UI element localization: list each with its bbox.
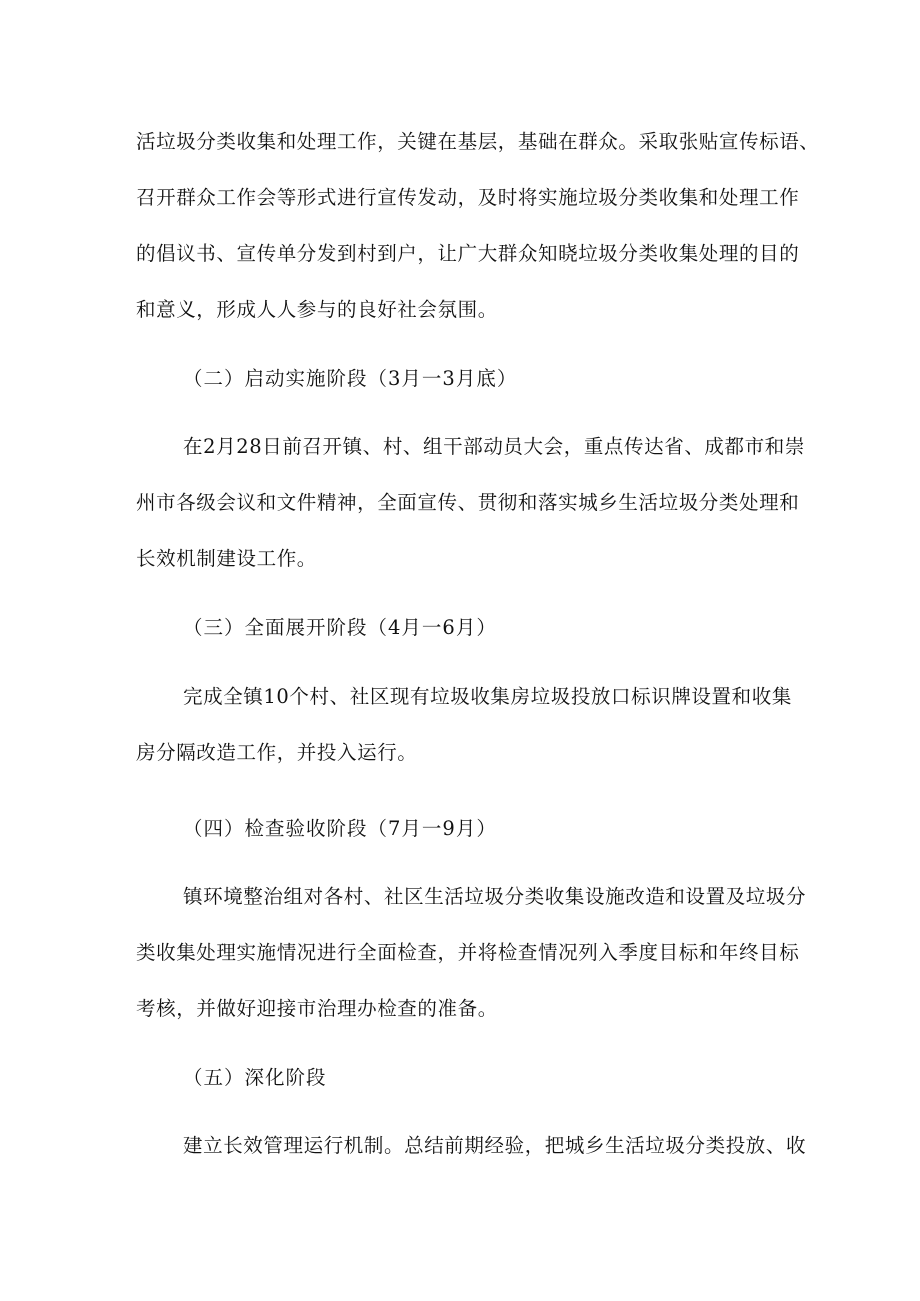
paragraph-line: 活垃圾分类收集和处理工作，关键在基层，基础在群众。采取张贴宣传标语、 (136, 130, 820, 153)
paragraph-line: 和意义，形成人人参与的良好社会氛围。 (136, 298, 498, 321)
section-heading-inspection: （四）检查验收阶段（7月一9月） (183, 817, 497, 840)
section-heading-deepening: （五）深化阶段 (183, 1066, 327, 1089)
paragraph-line: 长效机制建设工作。 (136, 547, 317, 570)
paragraph-line: 州市各级会议和文件精神，全面宣传、贯彻和落实城乡生活垃圾分类处理和 (136, 491, 800, 514)
paragraph-line: 类收集处理实施情况进行全面检查，并将检查情况列入季度目标和年终目标 (136, 941, 800, 964)
section-heading-launch: （二）启动实施阶段（3月一3月底） (183, 367, 518, 390)
paragraph-line: 在2月28日前召开镇、村、组干部动员大会，重点传达省、成都市和崇 (183, 435, 805, 458)
paragraph-line: 房分隔改造工作，并投入运行。 (136, 741, 418, 764)
paragraph-line: 召开群众工作会等形式进行宣传发动，及时将实施垃圾分类收集和处理工作 (136, 186, 800, 209)
paragraph-line: 镇环境整治组对各村、社区生活垃圾分类收集设施改造和设置及垃圾分 (183, 885, 807, 908)
paragraph-line: 完成全镇10个村、社区现有垃圾收集房垃圾投放口标识牌设置和收集 (183, 685, 792, 708)
paragraph-line: 建立长效管理运行机制。总结前期经验，把城乡生活垃圾分类投放、收 (183, 1134, 807, 1157)
paragraph-line: 考核，并做好迎接市治理办检查的准备。 (136, 997, 498, 1020)
paragraph-line: 的倡议书、宣传单分发到村到户，让广大群众知晓垃圾分类收集处理的目的 (136, 242, 800, 265)
section-heading-rollout: （三）全面展开阶段（4月一6月） (183, 616, 497, 639)
